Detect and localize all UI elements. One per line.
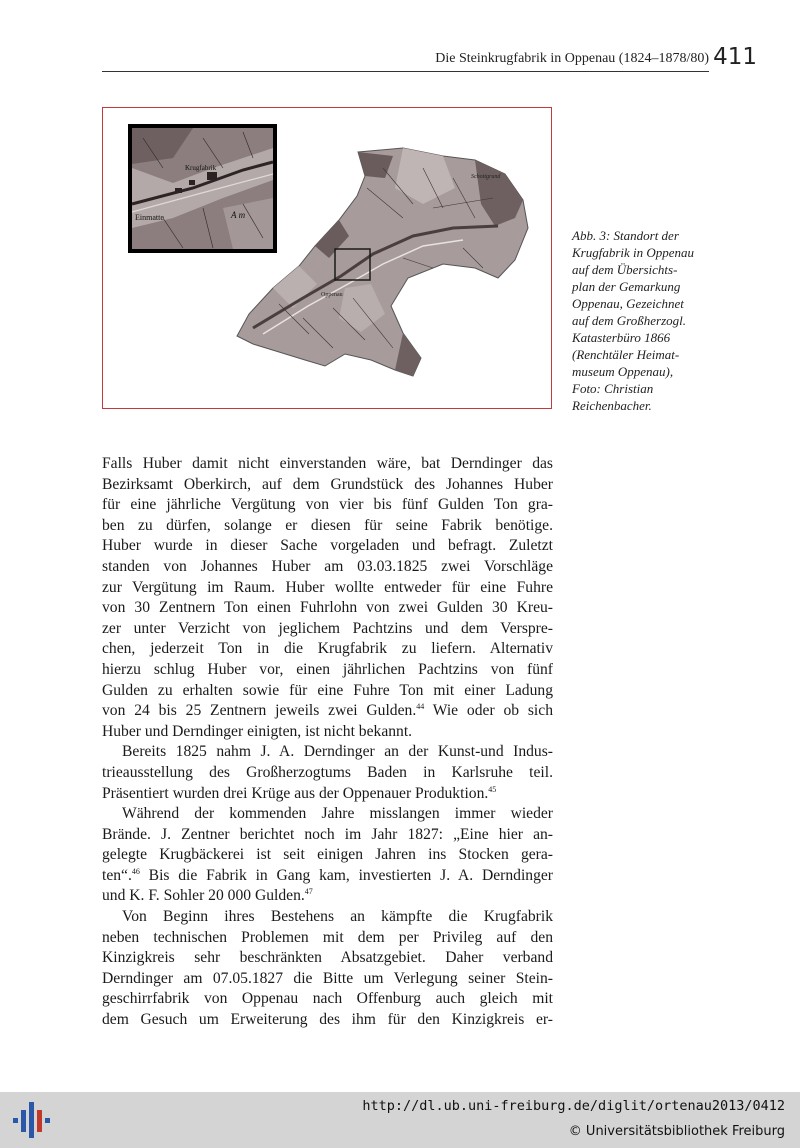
caption-line: plan der Gemarkung [572,279,681,294]
text-line: chen, jederzeit Ton in die Krugfabrik zu liefern. Alternativ [102,640,553,658]
text-line: hierzu schlug Huber vor, einen jährlichen Pachtzins von fünf [102,660,553,678]
text-line: standen von Johannes Huber am 03.03.1825 zwei Vorschläge [102,557,553,575]
footnote-ref: 45 [488,784,497,794]
caption-line: auf dem Großherzogl. [572,313,686,328]
text-line: zur Vergütung im Raum. Huber wollte entweder für eine Fuhre [102,578,553,596]
page-number: 411 [713,44,757,70]
inset-label-krugfabrik: Krugfabrik [185,164,217,172]
footnote-ref: 47 [304,887,313,897]
source-link[interactable]: http://dl.ub.uni-freiburg.de/diglit/ortenau2013/0412 [362,1098,785,1114]
text-line: trieausstellung des Großherzogtums Baden in Karlsruhe teil. [102,763,553,781]
text-line: Kinzigkreis sehr beschränkten Absatzgebiet. Daher verband [102,949,553,967]
text-line: Derndinger am 07.05.1827 die Bitte um Verlegung seiner Stein- [102,969,553,987]
copyright-text: © Universitätsbibliothek Freiburg [568,1124,785,1139]
caption-line: Reichenbacher. [572,398,652,413]
text-line: Falls Huber damit nicht einverstanden wäre, bat Derndinger das [102,455,553,472]
caption-line: Abb. 3: Standort der [572,228,679,243]
footnote-ref: 44 [416,702,425,712]
text-line: für eine jährliche Vergütung von vier bis fünf Gulden Ton gra- [102,496,553,514]
header-rule [102,71,709,72]
inset-label-einmatte: Einmatte [135,213,164,222]
text-line: dem Gesuch um Erweiterung des ihm für den Kinzigkreis er- [102,1011,553,1029]
text-line: und K. F. Sohler 20 000 Gulden.$^{47}$ [102,887,313,905]
text-line: ben zu dürfen, solange er diesen für seine Fabrik benötige. [102,516,553,534]
text-line: Huber und Derndinger einigten, ist nicht bekannt. [102,722,413,740]
caption-line: Katasterbüro 1866 [572,330,671,345]
figure-map [102,107,552,409]
running-title: Die Steinkrugfabrik in Oppenau (1824–1878/80) [435,51,709,66]
text-line: Während der kommenden Jahre misslangen immer wieder [122,805,553,823]
text-line: von 24 bis 25 Zentnern jeweils zwei Gulden.$^{44}$ Wie oder ob sich [102,702,553,720]
text-line: Von Beginn ihres Bestehens an kämpfte die Krugfabrik [122,908,553,926]
footnote-ref: 46 [131,866,140,876]
caption-line: museum Oppenau), [572,364,674,379]
map-label-schottgrund: Schottgrund [471,174,501,180]
caption-line: Krugfabrik in Oppenau [572,245,695,260]
cadastral-map [103,108,553,410]
text-line: gelegte Krugbäckerei ist seit einigen Jahren ins Stocken gera- [102,846,553,864]
caption-line: (Renchtäler Heimat- [572,347,680,362]
body-text [102,454,553,1031]
text-line: zer unter Verzicht von jeglichem Pachtzins und dem Verspre- [102,619,553,637]
footer-bar [0,1092,800,1148]
map-label-oppenau: Oppenau [321,292,343,298]
text-line: ten“.$^{46}$ Bis die Fabrik in Gang kam, investierten J. A. Derndinger [102,866,553,884]
caption-line: Oppenau, Gezeichnet [572,296,684,311]
text-line: Bereits 1825 nahm J. A. Derndinger an der Kunst-und Indus- [122,743,553,761]
text-line: Huber wurde in dieser Sache vorgeladen und befragt. Zuletzt [102,537,553,555]
text-line: von 30 Zentnern Ton einen Fuhrlohn von zwei Gulden 30 Kreu- [102,599,553,617]
running-header [102,46,757,74]
inset-label-am: A m [231,210,246,220]
library-logo-icon [12,1100,52,1140]
text-line: neben technischen Problemen mit dem per Privileg auf den [102,928,553,946]
text-line: geschirrfabrik von Oppenau nach Offenburg auch gleich mit [102,990,553,1008]
text-line: Bezirksamt Oberkirch, auf dem Grundstück des Johannes Huber [102,475,553,493]
caption-line: auf dem Übersichts- [572,262,678,277]
text-line: Gulden zu erhalten sowie für eine Fuhre Ton mit einer Ladung [102,681,553,699]
caption-line: Foto: Christian [572,381,654,396]
text-line: Präsentiert wurden drei Krüge aus der Oppenauer Produktion.$^{45}$ [102,784,497,802]
text-line: Brände. J. Zentner berichtet noch im Jahr 1827: „Eine hier an- [102,825,553,843]
figure-caption [572,227,722,414]
map-inset [130,126,275,251]
